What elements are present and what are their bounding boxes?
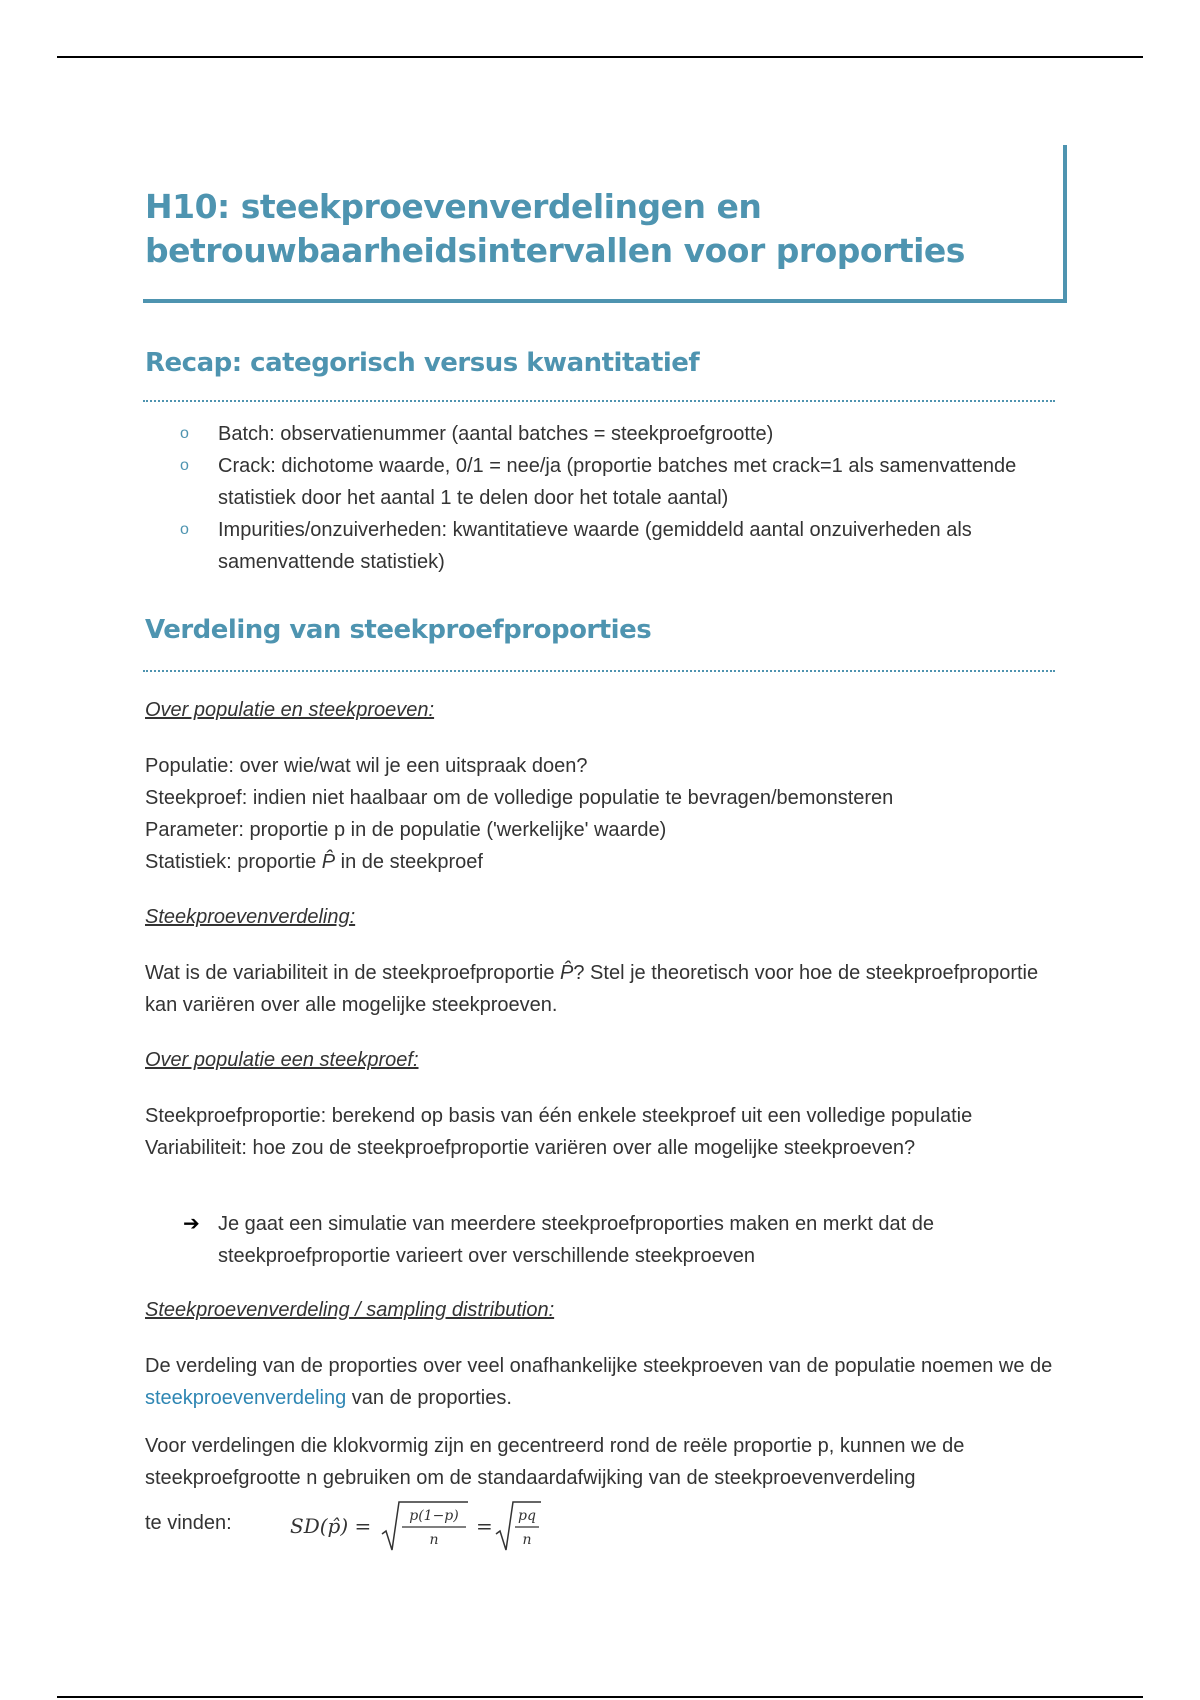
page-top-rule (57, 56, 1143, 58)
term-highlight: steekproevenverdeling (145, 1387, 347, 1409)
definition-line: Steekproef: indien niet haalbaar om de volledige populatie te bevragen/bemonsteren (145, 787, 894, 809)
steekproef-definitions (145, 1100, 1065, 1164)
variability-paragraph: Wat is de variabiliteit in de steekproefproportie P̂? Stel je theoretisch voor hoe de steekproefproportie kan variëren over alle mogelijke steekproeven. (145, 962, 1039, 1016)
page-title: H10: steekproevenverdelingen en betrouwbaarheidsintervallen voor proporties (145, 187, 965, 270)
subheading-populatie-steekproef: Over populatie een steekproef: (145, 1049, 419, 1071)
formula-lhs: SD(p̂) = (290, 1514, 372, 1538)
arrow-list-item: ➔ Je gaat een simulatie van meerdere steekproefproporties maken en merkt dat de steekproefproportie varieert over verschillende steekproeven (183, 1208, 1063, 1272)
frac2-denominator: n (522, 1532, 532, 1548)
recap-bullet-list (180, 418, 1060, 578)
definition-line: Parameter: proportie p in de populatie ('werkelijke' waarde) (145, 819, 667, 841)
list-item: o Impurities/onzuiverheden: kwantitatieve waarde (gemiddeld aantal onzuiverheden als samenvattende statistiek) (180, 514, 1060, 578)
formula-label: te vinden: (145, 1512, 232, 1534)
arrow-right-icon: ➔ (183, 1213, 200, 1235)
section-heading-recap: Recap: categorisch versus kwantitatief (145, 348, 700, 378)
p-hat-symbol: P̂ (560, 962, 574, 984)
list-item: o Crack: dichotome waarde, 0/1 = nee/ja (proportie batches met crack=1 als samenvattende statistiek door het aantal 1 te delen door het totale aantal) (180, 450, 1060, 514)
section-divider (143, 400, 1055, 402)
definitions-block (145, 750, 1065, 878)
bullet-marker: o (180, 425, 189, 442)
subheading-steekproevenverdeling: Steekproevenverdeling: (145, 906, 356, 928)
section-heading-verdeling: Verdeling van steekproefproporties (145, 615, 652, 645)
definition-line: Steekproefproportie: berekend op basis van één enkele steekproef uit een volledige populatie (145, 1105, 973, 1127)
bullet-marker: o (180, 457, 189, 474)
page-bottom-rule (57, 1696, 1143, 1698)
formula-intro-paragraph: Voor verdelingen die klokvormig zijn en gecentreerd rond de reële proportie p, kunnen we de steekproefgrootte n gebruiken om de standaardafwijking van de steekproevenverdeling (145, 1435, 965, 1489)
section-divider (143, 670, 1055, 672)
frac2-numerator: pq (518, 1508, 536, 1524)
subheading-sampling-distribution: Steekproevenverdeling / sampling distribution: (145, 1299, 555, 1321)
subheading-populatie-steekproeven: Over populatie en steekproeven: (145, 699, 435, 721)
frac1-numerator: p(1−p) (409, 1508, 459, 1524)
bullet-marker: o (180, 521, 189, 538)
formula-equals: = (476, 1514, 493, 1538)
distribution-paragraph: De verdeling van de proporties over veel onafhankelijke steekproeven van de populatie noemen we de steekproevenverdeling van de proporties. (145, 1355, 1053, 1409)
list-item: o Batch: observatienummer (aantal batches = steekproefgrootte) (180, 418, 1060, 450)
definition-line: Statistiek: proportie P̂ in de steekproef (145, 851, 483, 873)
frac1-denominator: n (429, 1532, 439, 1548)
definition-line: Populatie: over wie/wat wil je een uitspraak doen? (145, 755, 588, 777)
p-hat-symbol: P̂ (321, 851, 336, 873)
sd-formula (290, 1496, 570, 1556)
definition-line: Variabiliteit: hoe zou de steekproefproportie variëren over alle mogelijke steekproeven? (145, 1137, 916, 1159)
